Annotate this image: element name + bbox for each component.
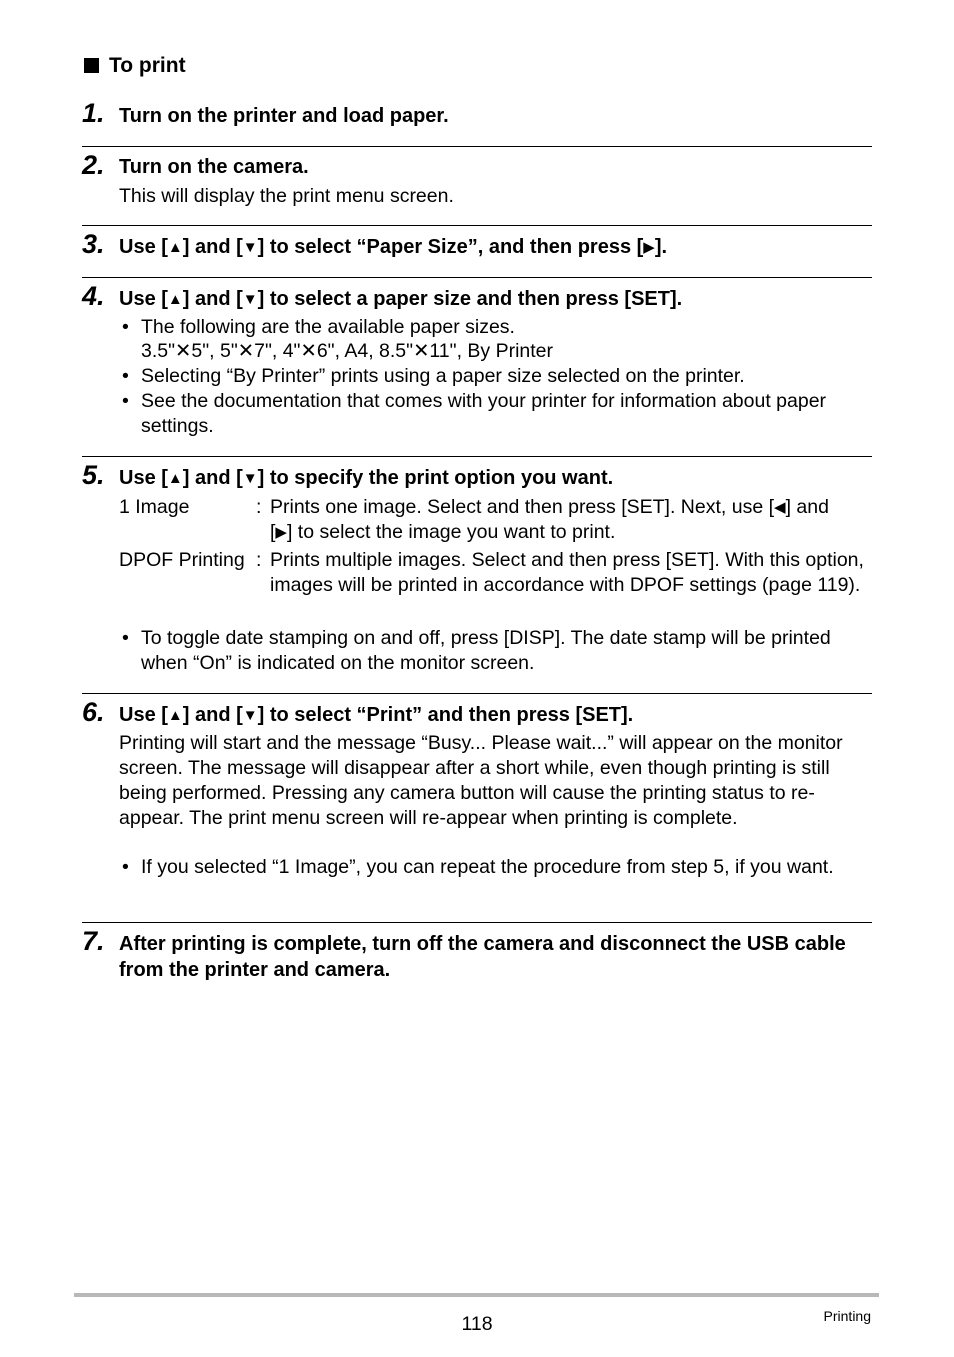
up-arrow-icon: ▲	[167, 291, 183, 308]
option-desc-1-image: Prints one image. Select and then press [SET]. Next, use [◀] and [▶] to select the image you want to print.	[270, 496, 829, 543]
times-icon: ✕	[413, 340, 430, 362]
down-arrow-icon: ▼	[242, 470, 258, 487]
step-3-number: 3.	[82, 229, 105, 259]
step-6-bullet: If you selected “1 Image”, you can repeat the procedure from step 5, if you want.	[141, 856, 834, 878]
down-arrow-icon: ▼	[242, 239, 258, 256]
step-4-bullet-1: The following are the available paper sizes.	[141, 316, 515, 338]
step-2-heading: Turn on the camera.	[119, 156, 309, 178]
up-arrow-icon: ▲	[167, 239, 183, 256]
times-icon: ✕	[175, 340, 192, 362]
bullet-icon: •	[122, 856, 129, 878]
step-4-number: 4.	[82, 281, 105, 311]
left-arrow-icon: ◀	[774, 499, 786, 516]
divider	[82, 225, 872, 226]
step-1-number: 1.	[82, 98, 105, 128]
divider	[82, 693, 872, 694]
step-5-heading: Use [▲] and [▼] to specify the print option you want.	[119, 467, 614, 489]
bullet-icon: •	[122, 390, 129, 412]
bullet-icon: •	[122, 627, 129, 649]
step-5-number: 5.	[82, 460, 105, 490]
step-6-number: 6.	[82, 697, 105, 727]
up-arrow-icon: ▲	[167, 707, 183, 724]
step-4-heading: Use [▲] and [▼] to select a paper size and then press [SET].	[119, 288, 683, 310]
step-6-body: Printing will start and the message “Busy... Please wait...” will appear on the monitor screen. The message will disappear after a short while, even though printing is still being performed. Pressing any camera button will cause the printing status to re-appear. The print menu screen will re-appear when printing is complete.	[119, 732, 843, 829]
down-arrow-icon: ▼	[242, 291, 258, 308]
times-icon: ✕	[237, 340, 255, 362]
footer-divider	[74, 1293, 879, 1297]
square-bullet-icon	[84, 58, 99, 73]
option-term-dpof: DPOF Printing	[119, 549, 245, 571]
divider	[82, 277, 872, 278]
bullet-icon: •	[122, 365, 129, 387]
bullet-icon: •	[122, 316, 129, 338]
times-icon: ✕	[300, 340, 317, 362]
section-title: To print	[84, 54, 186, 78]
step-6-heading: Use [▲] and [▼] to select “Print” and then press [SET].	[119, 704, 634, 726]
right-arrow-icon: ▶	[643, 239, 655, 256]
option-term-1-image: 1 Image	[119, 496, 190, 518]
up-arrow-icon: ▲	[167, 470, 183, 487]
page-number: 118	[461, 1313, 493, 1335]
step-2-body: This will display the print menu screen.	[119, 185, 454, 207]
step-4-bullet-3: See the documentation that comes with your printer for information about paper settings.	[141, 390, 827, 437]
step-2-number: 2.	[82, 150, 105, 180]
step-7-heading: After printing is complete, turn off the camera and disconnect the USB cable from the printer and camera.	[119, 933, 846, 981]
step-4-bullet-2: Selecting “By Printer” prints using a paper size selected on the printer.	[141, 365, 745, 387]
paper-sizes-list: 3.5"✕5", 5"✕7", 4"✕6", A4, 8.5"✕11", By Printer	[141, 340, 554, 362]
right-arrow-icon: ▶	[275, 524, 287, 541]
step-7-number: 7.	[82, 926, 105, 956]
divider	[82, 146, 872, 147]
step-1-heading: Turn on the printer and load paper.	[119, 105, 449, 127]
down-arrow-icon: ▼	[242, 707, 258, 724]
option-colon: :	[256, 496, 262, 518]
option-colon: :	[256, 549, 262, 571]
footer-section-name: Printing	[823, 1308, 871, 1324]
divider	[82, 456, 872, 457]
step-3-heading: Use [▲] and [▼] to select “Paper Size”, and then press [▶].	[119, 236, 668, 258]
divider	[82, 922, 872, 923]
option-desc-dpof: Prints multiple images. Select and then press [SET]. With this option, images will be printed in accordance with DPOF settings (page 119).	[270, 549, 864, 596]
step-5-bullet: To toggle date stamping on and off, press [DISP]. The date stamp will be printed when “On” is indicated on the monitor screen.	[141, 627, 831, 674]
